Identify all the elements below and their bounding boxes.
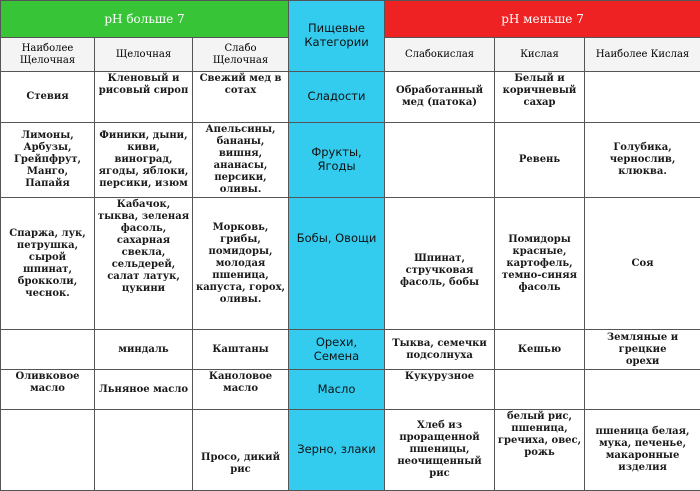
cell-slightly-alkaline: Апельсины, бананы, вишня, ананасы, персики, оливы.: [193, 123, 289, 198]
cell-slightly-alkaline: Морковь, грибы, помидоры, молодая пшеница, капуста, горох, оливы.: [193, 198, 289, 330]
category-cell: Фрукты, Ягоды: [289, 123, 385, 198]
cell-acidic: Ревень: [495, 123, 585, 198]
table-row: [1, 330, 700, 370]
alkaline-group-header: pH больше 7: [1, 1, 289, 38]
cell-acidic: Помидоры красные, картофель, темно-синяя фасоль: [495, 198, 585, 330]
cell-alkaline: Льняное масло: [95, 370, 193, 410]
cell-slightly-acidic: Хлеб из проращенной пшеницы, неочищенный рис: [385, 410, 495, 491]
cell-slightly-acidic: Тыква, семечки подсолнуха: [385, 330, 495, 370]
cell-slightly-alkaline: Свежий мед в сотах: [193, 72, 289, 123]
cell-alkaline: миндаль: [95, 330, 193, 370]
cell-slightly-acidic: [385, 123, 495, 198]
table-row: [1, 370, 700, 410]
cell-most-acidic: Голубика, чернослив, клюква.: [585, 123, 700, 198]
cell-acidic: белый рис, пшеница, гречиха, овес, рожь: [495, 410, 585, 491]
col-header-acidic: Кислая: [495, 38, 585, 72]
cell-most-alkaline: Спаржа, лук, петрушка, сырой шпинат, брокколи, чеснок.: [1, 198, 95, 330]
cell-most-acidic: [585, 370, 700, 410]
cell-most-acidic: Земляные и грецкие орехи: [585, 330, 700, 370]
cell-most-alkaline: Лимоны, Арбузы, Грейпфрут, Манго, Папайя: [1, 123, 95, 198]
category-cell: Бобы, Овощи: [289, 198, 385, 330]
cell-slightly-acidic: Кукурузное: [385, 370, 495, 410]
category-cell: Орехи, Семена: [289, 330, 385, 370]
cell-slightly-acidic: Обработанный мед (патока): [385, 72, 495, 123]
col-header-slightly-alkaline: Слабо Щелочная: [193, 38, 289, 72]
col-header-slightly-acidic: Слабокислая: [385, 38, 495, 72]
table-row: [1, 72, 700, 123]
cell-most-alkaline: [1, 410, 95, 491]
col-header-most-alkaline: Наиболее Щелочная: [1, 38, 95, 72]
cell-alkaline: [95, 410, 193, 491]
table-row: [1, 410, 700, 491]
table-row: [1, 198, 700, 330]
category-cell: Зерно, злаки: [289, 410, 385, 491]
cell-alkaline: Кабачок, тыква, зеленая фасоль, сахарная свекла, сельдерей, салат латук, цукини: [95, 198, 193, 330]
category-cell: Масло: [289, 370, 385, 410]
cell-slightly-alkaline: Просо, дикий рис: [193, 410, 289, 491]
cell-most-acidic: [585, 72, 700, 123]
cell-alkaline: Финики, дыни, киви, виноград, ягоды, яблоки, персики, изюм: [95, 123, 193, 198]
cell-acidic: [495, 370, 585, 410]
acidic-group-header: pH меньше 7: [385, 1, 700, 38]
group-header-row: [1, 1, 700, 38]
cell-acidic: Кешью: [495, 330, 585, 370]
cell-slightly-acidic: Шпинат, стручковая фасоль, бобы: [385, 198, 495, 330]
col-header-alkaline: Щелочная: [95, 38, 193, 72]
cell-alkaline: Кленовый и рисовый сироп: [95, 72, 193, 123]
cell-most-acidic: Соя: [585, 198, 700, 330]
cell-slightly-alkaline: Каштаны: [193, 330, 289, 370]
category-cell: Сладости: [289, 72, 385, 123]
col-header-most-acidic: Наиболее Кислая: [585, 38, 700, 72]
cell-slightly-alkaline: Каноловое масло: [193, 370, 289, 410]
category-header: Пищевые Категории: [289, 1, 385, 72]
table-row: [1, 123, 700, 198]
cell-acidic: Белый и коричневый сахар: [495, 72, 585, 123]
cell-most-alkaline: [1, 330, 95, 370]
cell-most-alkaline: Стевия: [1, 72, 95, 123]
cell-most-alkaline: Оливковое масло: [1, 370, 95, 410]
cell-most-acidic: пшеница белая, мука, печенье, макаронные изделия: [585, 410, 700, 491]
